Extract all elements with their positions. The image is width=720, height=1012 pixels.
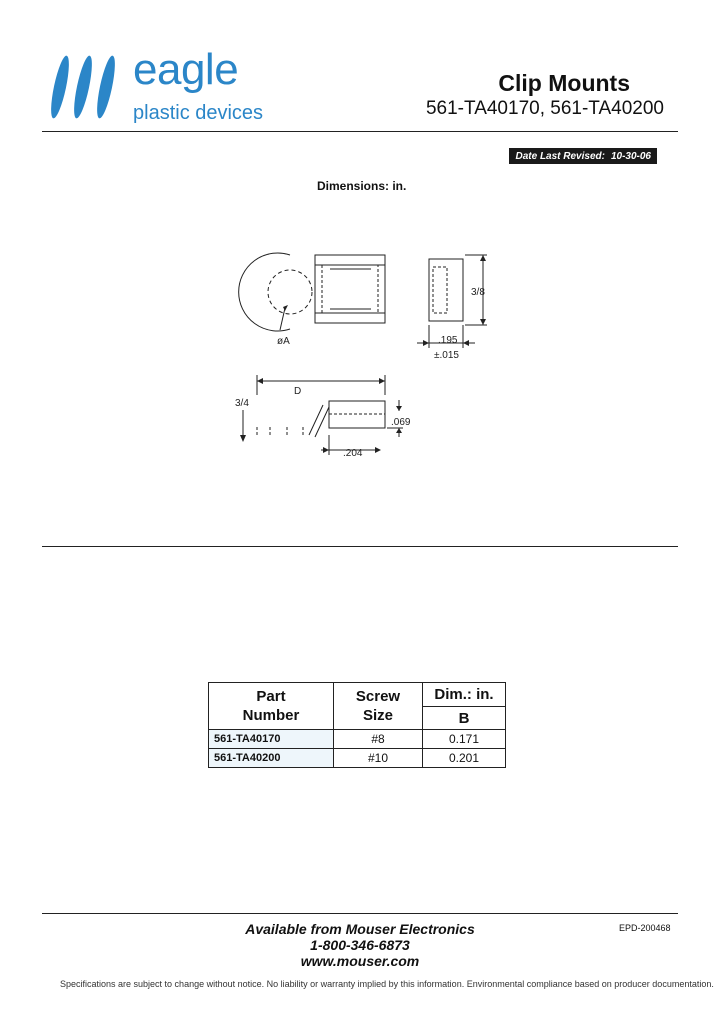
width-label: .195 — [438, 335, 458, 346]
screw-size-cell: #10 — [334, 749, 423, 768]
diameter-label: øA — [277, 336, 290, 347]
spec-table — [208, 682, 506, 768]
section-divider — [42, 546, 678, 547]
tolerance-label: ±.015 — [434, 350, 459, 361]
thickness-label: .069 — [391, 417, 411, 428]
footer-divider — [42, 913, 678, 914]
header-part-number — [209, 683, 334, 730]
brand-name: eagle — [133, 45, 239, 94]
brand-tagline: plastic devices — [133, 102, 264, 124]
screw-size-cell: #8 — [334, 730, 423, 749]
height-label: 3/8 — [471, 287, 485, 298]
page-title: Clip Mounts — [498, 70, 630, 96]
phone-number: 1-800-346-6873 — [310, 937, 410, 953]
part-number-cell: 561-TA40200 — [209, 749, 334, 768]
front-view — [239, 253, 385, 331]
revision-label: Date Last Revised: — [515, 150, 605, 162]
offset-label: .204 — [343, 448, 363, 459]
document-code: EPD-200468 — [619, 923, 671, 933]
logo-stripes-icon — [48, 50, 128, 124]
technical-drawing — [225, 245, 505, 470]
header-dim-b: B — [423, 707, 506, 730]
availability-block — [0, 921, 720, 969]
length-label: D — [294, 386, 302, 397]
dim-b-cell: 0.201 — [423, 749, 506, 768]
header-part-line1: Part — [256, 688, 286, 705]
revision-badge — [509, 148, 657, 164]
header-divider — [42, 131, 678, 132]
disclaimer-text: Specifications are subject to change without notice. No liability or warranty implied by this information. Environmental compliance based on producer documentation. — [60, 979, 714, 989]
header-dim-group: Dim.: in. — [423, 683, 506, 707]
revision-date: 10-30-06 — [610, 150, 651, 162]
side-height-label: 3/4 — [235, 398, 249, 409]
dimensions-unit-label: Dimensions: in. — [317, 179, 407, 193]
header-screw-line1: Screw — [355, 688, 401, 705]
table-row — [209, 730, 506, 749]
part-number-cell: 561-TA40170 — [209, 730, 334, 749]
part-numbers-subtitle: 561-TA40170, 561-TA40200 — [425, 98, 664, 119]
dim-b-cell: 0.171 — [423, 730, 506, 749]
header-screw-size — [334, 683, 423, 730]
availability-text: Available from Mouser Electronics — [245, 921, 475, 937]
table-row — [209, 749, 506, 768]
bottom-view — [240, 375, 403, 455]
header-part-line2: Number — [242, 707, 300, 724]
header-screw-line2: Size — [362, 707, 393, 724]
website-link[interactable]: www.mouser.com — [300, 953, 420, 969]
